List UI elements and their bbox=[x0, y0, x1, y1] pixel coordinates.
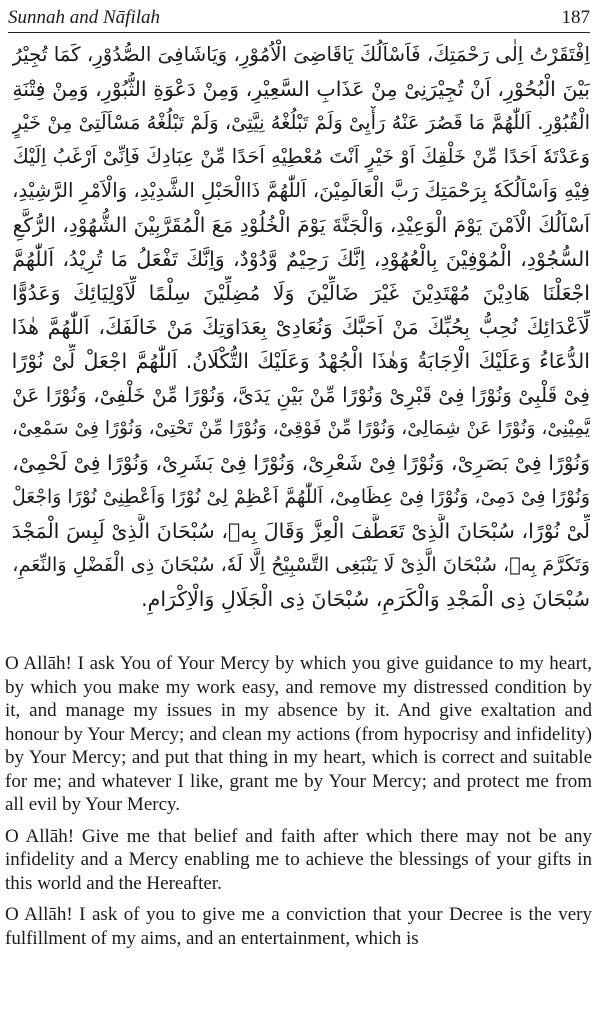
english-translation bbox=[5, 652, 592, 958]
running-header bbox=[8, 6, 590, 33]
arabic-line: يَّمِيْنِىْ، وَنُوْرًا عَنْ شِمَالِىْ، وَنُوْرًا مِّنْ فَوْقِىْ، وَنُوْرًا مِّنْ تَحْتِىْ، وَنُوْرًا فِىْ سَمْعِىْ، bbox=[12, 418, 590, 439]
arabic-line: اَسْاَلُكَ الْاَمْنَ يَوْمَ الْوَعِيْدِ، وَالْجَنَّةَ يَوْمَ الْخُلُوْدِ مَعَ الْمُقَرَّبِيْنَ الشُّهُوْدِ، الرُّكَّعِ bbox=[12, 213, 590, 237]
arabic-line: وَعَدْتَهٗ اَحَدًا مِّنْ خَلْقِكَ اَوْ خَيْرٍ اَنْتَ مُعْطِيْهِ اَحَدًا مِّنْ عِبَادِكَ فَاِنِّىْ اَرْغَبُ اِلَيْكَ bbox=[12, 145, 590, 168]
chapter-title: Sunnah and Nāfilah bbox=[8, 7, 161, 28]
arabic-line: وَنُوْرًا فِىْ دَمِىْ، وَنُوْرًا فِىْ عِظَامِىْ، اَللّٰهُمَّ اَعْظِمْ لِىْ نُوْرًا وَاَعْطِنِىْ نُوْرًا وَاجْعَلْ bbox=[12, 486, 590, 508]
arabic-line: اِفْتَقَرْتُ اِلٰى رَحْمَتِكَ، فَاَسْاَلُكَ يَاقَاضِىَ الْاُمُوْرِ، وَيَاشَافِىَ الصُّدُوْرِ، كَمَا تُجِيْرُ bbox=[12, 43, 590, 66]
arabic-line: الْقُبُوْرِ. اَللّٰهُمَّ مَا قَصُرَ عَنْهُ رَأْيِىْ وَلَمْ تَبْلُغْهُ نِيَّتِىْ، وَلَمْ تَبْلُغْهُ مَسْاَلَتِىْ مِنْ خَيْرٍ bbox=[12, 111, 590, 134]
arabic-line: بَيْنَ الْبُحُوْرِ، اَنْ تُجِيْرَنِىْ مِنْ عَذَابِ السَّعِيْرِ، وَمِنْ دَعْوَةِ الثُّبُوْرِ، وَمِنْ فِتْنَةِ bbox=[12, 77, 590, 101]
arabic-line: وَنُوْرًا فِىْ بَصَرِىْ، وَنُوْرًا فِىْ شَعْرِىْ، وَنُوْرًا فِىْ بَشَرِىْ، وَنُوْرًا فِىْ لَحْمِىْ، bbox=[12, 451, 590, 475]
page-number: 187 bbox=[561, 7, 590, 28]
arabic-line: لِّاَعْدَائِكَ نُحِبُّ بِحُبِّكَ مَنْ اَحَبَّكَ وَنُعَادِىْ بِعَدَاوَتِكَ مَنْ خَالَفَكَ، اَللّٰهُمَّ هٰذَا bbox=[12, 315, 590, 339]
arabic-line: فِىْ قَلْبِىْ وَنُوْرًا فِىْ قَبْرِىْ وَنُوْرًا مِّنْ بَيْنِ يَدَىَّ، وَنُوْرًا مِّنْ خَلْفِىْ، وَنُوْرًا عَنْ bbox=[12, 383, 590, 407]
arabic-line: وَتَكَرَّمَ بِهٖ، سُبْحَانَ الَّذِىْ لَا يَنْبَغِى التَّسْبِيْحُ اِلَّا لَهٗ، سُبْحَانَ ذِى الْفَضْلِ وَالنِّعَمِ، bbox=[12, 553, 590, 576]
translation-paragraph: O Allāh! Give me that belief and faith after which there may not be any infidelity and a Mercy enabling me to achieve the blessings of your gifts in this world and the Hereafter. bbox=[5, 825, 592, 894]
arabic-line: السُّجُوْدِ، الْمُوْفِيْنَ بِالْعُهُوْدِ، اِنَّكَ رَحِيْمٌ وَّدُوْدٌ، وَاِنَّكَ تَفْعَلُ مَا تُرِيْدُ، اَللّٰهُمَّ bbox=[12, 247, 590, 271]
arabic-line: لِّىْ نُوْرًا، سُبْحَانَ الَّذِىْ تَعَطَّفَ الْعِزَّ وَقَالَ بِهٖ، سُبْحَانَ الَّذِىْ لَبِسَ الْمَجْدَ bbox=[12, 519, 590, 543]
translation-paragraph: O Allāh! I ask of you to give me a conviction that your Decree is the very fulfillment of my aims, and an entertainment, which is bbox=[5, 904, 592, 949]
arabic-line: اجْعَلْنَا هَادِيْنَ مُهْتَدِيْنَ غَيْرَ ضَالِّيْنَ وَلَا مُضِلِّيْنَ سِلْمًا لِّاَوْلِيَائِكَ وَعَدُوًّا bbox=[12, 281, 590, 305]
arabic-line: سُبْحَانَ ذِى الْمَجْدِ وَالْكَرَمِ، سُبْحَانَ ذِى الْجَلَالِ وَالْاِكْرَامِ. bbox=[141, 587, 590, 611]
translation-paragraph: O Allāh! I ask You of Your Mercy by which you give guidance to my heart, by which you make my work easy, and remove my distressed condition by it, and manage my issues in my absence by it. And give exaltation and honour by Your Mercy; and clean my actions (from hypocrisy and infidelity) by Your Mercy; and put that thing in my heart, which is correct and suitable for me; and whatever I like, grant me by Your Mercy; and protect me from all evil by Your Mercy. bbox=[5, 653, 592, 815]
arabic-supplication-text bbox=[12, 38, 590, 650]
arabic-line: الدُّعَاءُ وَعَلَيْكَ الْاِجَابَةُ وَهٰذَا الْجُهْدُ وَعَلَيْكَ التُّكْلَانُ. اَللّٰهُمَّ اجْعَلْ لِّىْ نُوْرًا bbox=[12, 349, 590, 373]
arabic-line: فِيْهِ وَاَسْاَلُكَهٗ بِرَحْمَتِكَ رَبَّ الْعَالَمِيْنَ، اَللّٰهُمَّ ذَاالْحَبْلِ الشَّدِيْدِ، وَالْاَمْرِ الرَّشِيْدِ، bbox=[12, 179, 590, 202]
